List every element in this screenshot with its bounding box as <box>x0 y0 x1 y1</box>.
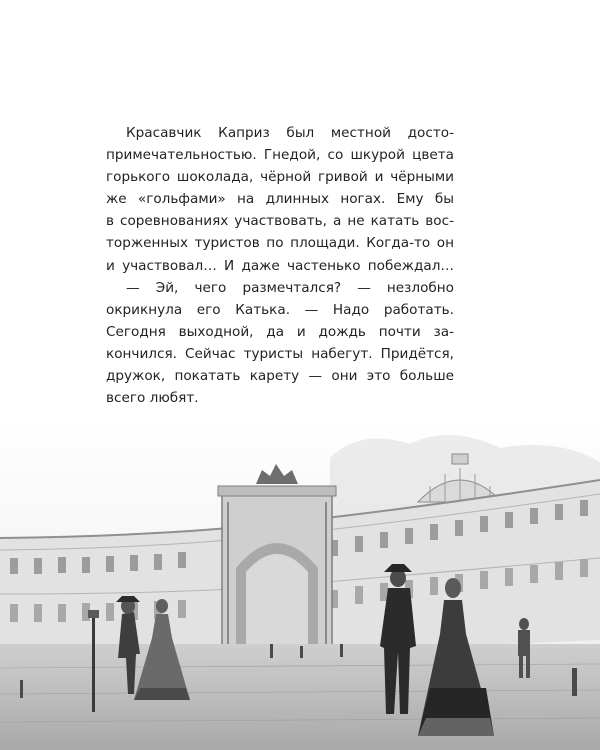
text-line: же «гольфами» на длинных ногах. Ему бы <box>106 191 454 208</box>
body-text <box>106 122 454 409</box>
square-ground <box>0 644 600 750</box>
text-line: в соревнованиях участвовать, а не катать вос- <box>106 213 454 230</box>
text-line: и участвовал… И даже частенько побеждал… <box>106 257 454 274</box>
text-line: окрикнула его Катька. — Надо работать. <box>106 301 454 318</box>
text-line: горького шоколада, чёрной гривой и чёрными <box>106 169 454 186</box>
text-line: дружок, покатать карету — они это больше <box>106 368 454 385</box>
text-line: кончился. Сейчас туристы набегут. Придётся, <box>106 345 454 362</box>
text-line: — Эй, чего размечтался? — незлобно <box>126 279 454 296</box>
text-line: всего любят. <box>106 390 199 407</box>
text-line: Сегодня выходной, да и дождь почти за- <box>106 323 454 340</box>
text-line: примечательностью. Гнедой, со шкурой цвета <box>106 147 454 164</box>
text-line: Красавчик Каприз был местной досто- <box>126 125 454 141</box>
triumphal-arch <box>218 464 336 652</box>
palace-square-illustration <box>0 418 600 750</box>
text-line: торженных туристов по площади. Когда-то он <box>106 235 454 252</box>
